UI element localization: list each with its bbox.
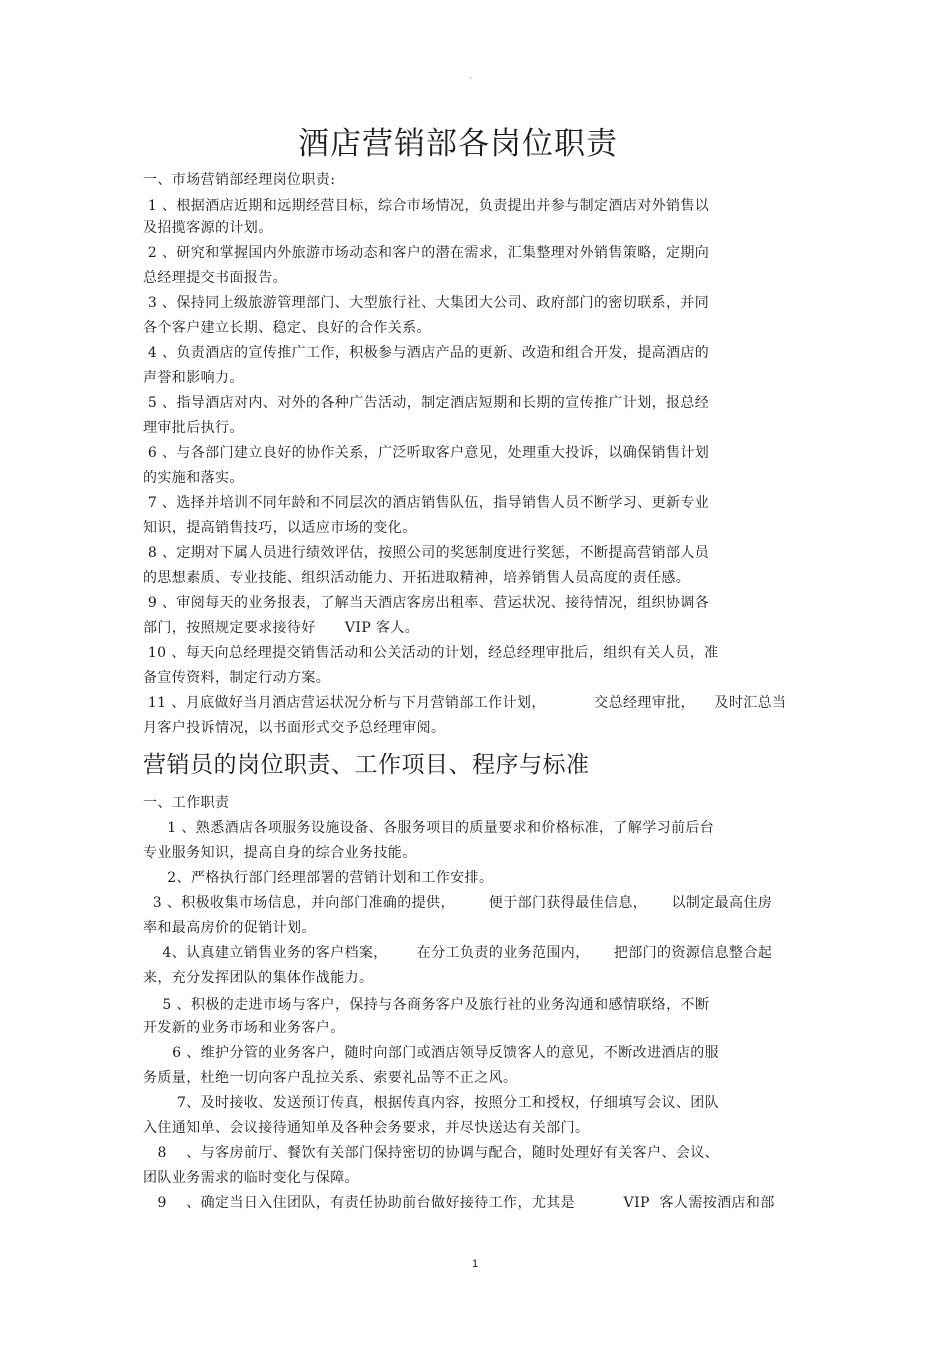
paragraph-line: 专业服务知识，提高自身的综合业务技能。 xyxy=(143,845,417,861)
paragraph-line: 来，充分发挥团队的集体作战能力。 xyxy=(143,970,374,986)
paragraph-line: 6 、与各部门建立良好的协作关系，广泛听取客户意见，处理重大投诉，以确保销售计划 xyxy=(143,445,710,461)
paragraph-line: 4、认真建立销售业务的客户档案， 在分工负责的业务范围内， 把部门的资源信息整合起 xyxy=(143,945,773,961)
paragraph-line: 7、及时接收、发送预订传真，根据传真内容，按照分工和授权，仔细填写会议、团队 xyxy=(143,1095,720,1111)
paragraph-line: 5 、积极的走进市场与客户，保持与各商务客户及旅行社的业务沟通和感情联络，不断 xyxy=(143,997,710,1013)
paragraph-line: 总经理提交书面报告。 xyxy=(143,270,287,286)
paragraph-line: 3 、保持同上级旅游管理部门、大型旅行社、大集团大公司、政府部门的密切联系，并同 xyxy=(143,295,710,311)
section-heading: 一、市场营销部经理岗位职责: xyxy=(143,172,336,188)
page-title: 酒店营销部各岗位职责 xyxy=(298,126,618,162)
paragraph-line: 及招揽客源的计划。 xyxy=(143,220,273,236)
paragraph-line: 2、严格执行部门经理部署的营销计划和工作安排。 xyxy=(143,870,494,886)
paragraph-line: 各个客户建立长期、稳定、良好的合作关系。 xyxy=(143,320,431,336)
paragraph-line: 4 、负责酒店的宣传推广工作，积极参与酒店产品的更新、改造和组合开发，提高酒店的 xyxy=(143,345,710,361)
paragraph-line: 5 、指导酒店对内、对外的各种广告活动，制定酒店短期和长期的宣传推广计划，报总经 xyxy=(143,395,710,411)
paragraph-line: 8 、与客房前厅、餐饮有关部门保持密切的协调与配合，随时处理好有关客户、会议、 xyxy=(143,1145,720,1161)
section-title: 营销员的岗位职责、工作项目、程序与标准 xyxy=(143,752,590,778)
paragraph-line: 7 、选择并培训不同年龄和不同层次的酒店销售队伍，指导销售人员不断学习、更新专业 xyxy=(143,495,710,511)
paragraph-line: 开发新的业务市场和业务客户。 xyxy=(143,1020,345,1036)
paragraph-line: 部门，按照规定要求接待好 VIP 客人。 xyxy=(143,620,420,636)
paragraph-line: 务质量，杜绝一切向客户乱拉关系、索要礼品等不正之风。 xyxy=(143,1070,518,1086)
paragraph-line: 知识，提高销售技巧，以适应市场的变化。 xyxy=(143,520,417,536)
paragraph-line: 9 、确定当日入住团队，有责任协助前台做好接待工作，尤其是 VIP 客人需按酒店和部 xyxy=(143,1195,775,1211)
paragraph-line: 的思想素质、专业技能、组织活动能力、开拓进取精神，培养销售人员高度的责任感。 xyxy=(143,570,691,586)
paragraph-line: 1 、熟悉酒店各项服务设施设备、各服务项目的质量要求和价格标准，了解学习前后台 xyxy=(143,820,715,836)
paragraph-line: 10 、每天向总经理提交销售活动和公关活动的计划，经总经理审批后，组织有关人员，准 xyxy=(143,645,719,661)
paragraph-line: 11 、月底做好当月酒店营运状况分析与下月营销部工作计划， 交总经理审批， 及时汇总当 xyxy=(143,695,787,711)
paragraph-line: 月客户投诉情况，以书面形式交予总经理审阅。 xyxy=(143,720,446,736)
paragraph-line: 1 、根据酒店近期和远期经营目标，综合市场情况，负责提出并参与制定酒店对外销售以 xyxy=(143,198,710,214)
paragraph-line: 2 、研究和掌握国内外旅游市场动态和客户的潜在需求，汇集整理对外销售策略，定期向 xyxy=(143,245,710,261)
paragraph-line: 6 、维护分管的业务客户，随时向部门或酒店领导反馈客人的意见，不断改进酒店的服 xyxy=(143,1045,720,1061)
paragraph-line: 声誉和影响力。 xyxy=(143,370,244,386)
paragraph-line: 8 、定期对下属人员进行绩效评估，按照公司的奖惩制度进行奖惩，不断提高营销部人员 xyxy=(143,545,710,561)
corner-mark: 。 xyxy=(469,71,477,80)
section-heading: 一、工作职责 xyxy=(143,795,230,811)
paragraph-line: 3 、积极收集市场信息，并向部门准确的提供， 便于部门获得最佳信息， 以制定最高住房 xyxy=(143,895,773,911)
paragraph-line: 团队业务需求的临时变化与保障。 xyxy=(143,1170,359,1186)
paragraph-line: 备宣传资料，制定行动方案。 xyxy=(143,670,331,686)
page-number: 1 xyxy=(471,1258,479,1270)
paragraph-line: 理审批后执行。 xyxy=(143,420,244,436)
paragraph-line: 率和最高房价的促销计划。 xyxy=(143,920,316,936)
paragraph-line: 9 、审阅每天的业务报表，了解当天酒店客房出租率、营运状况、接待情况，组织协调各 xyxy=(143,595,710,611)
paragraph-line: 的实施和落实。 xyxy=(143,470,244,486)
paragraph-line: 入住通知单、会议接待通知单及各种会务要求，并尽快送达有关部门。 xyxy=(143,1120,590,1136)
